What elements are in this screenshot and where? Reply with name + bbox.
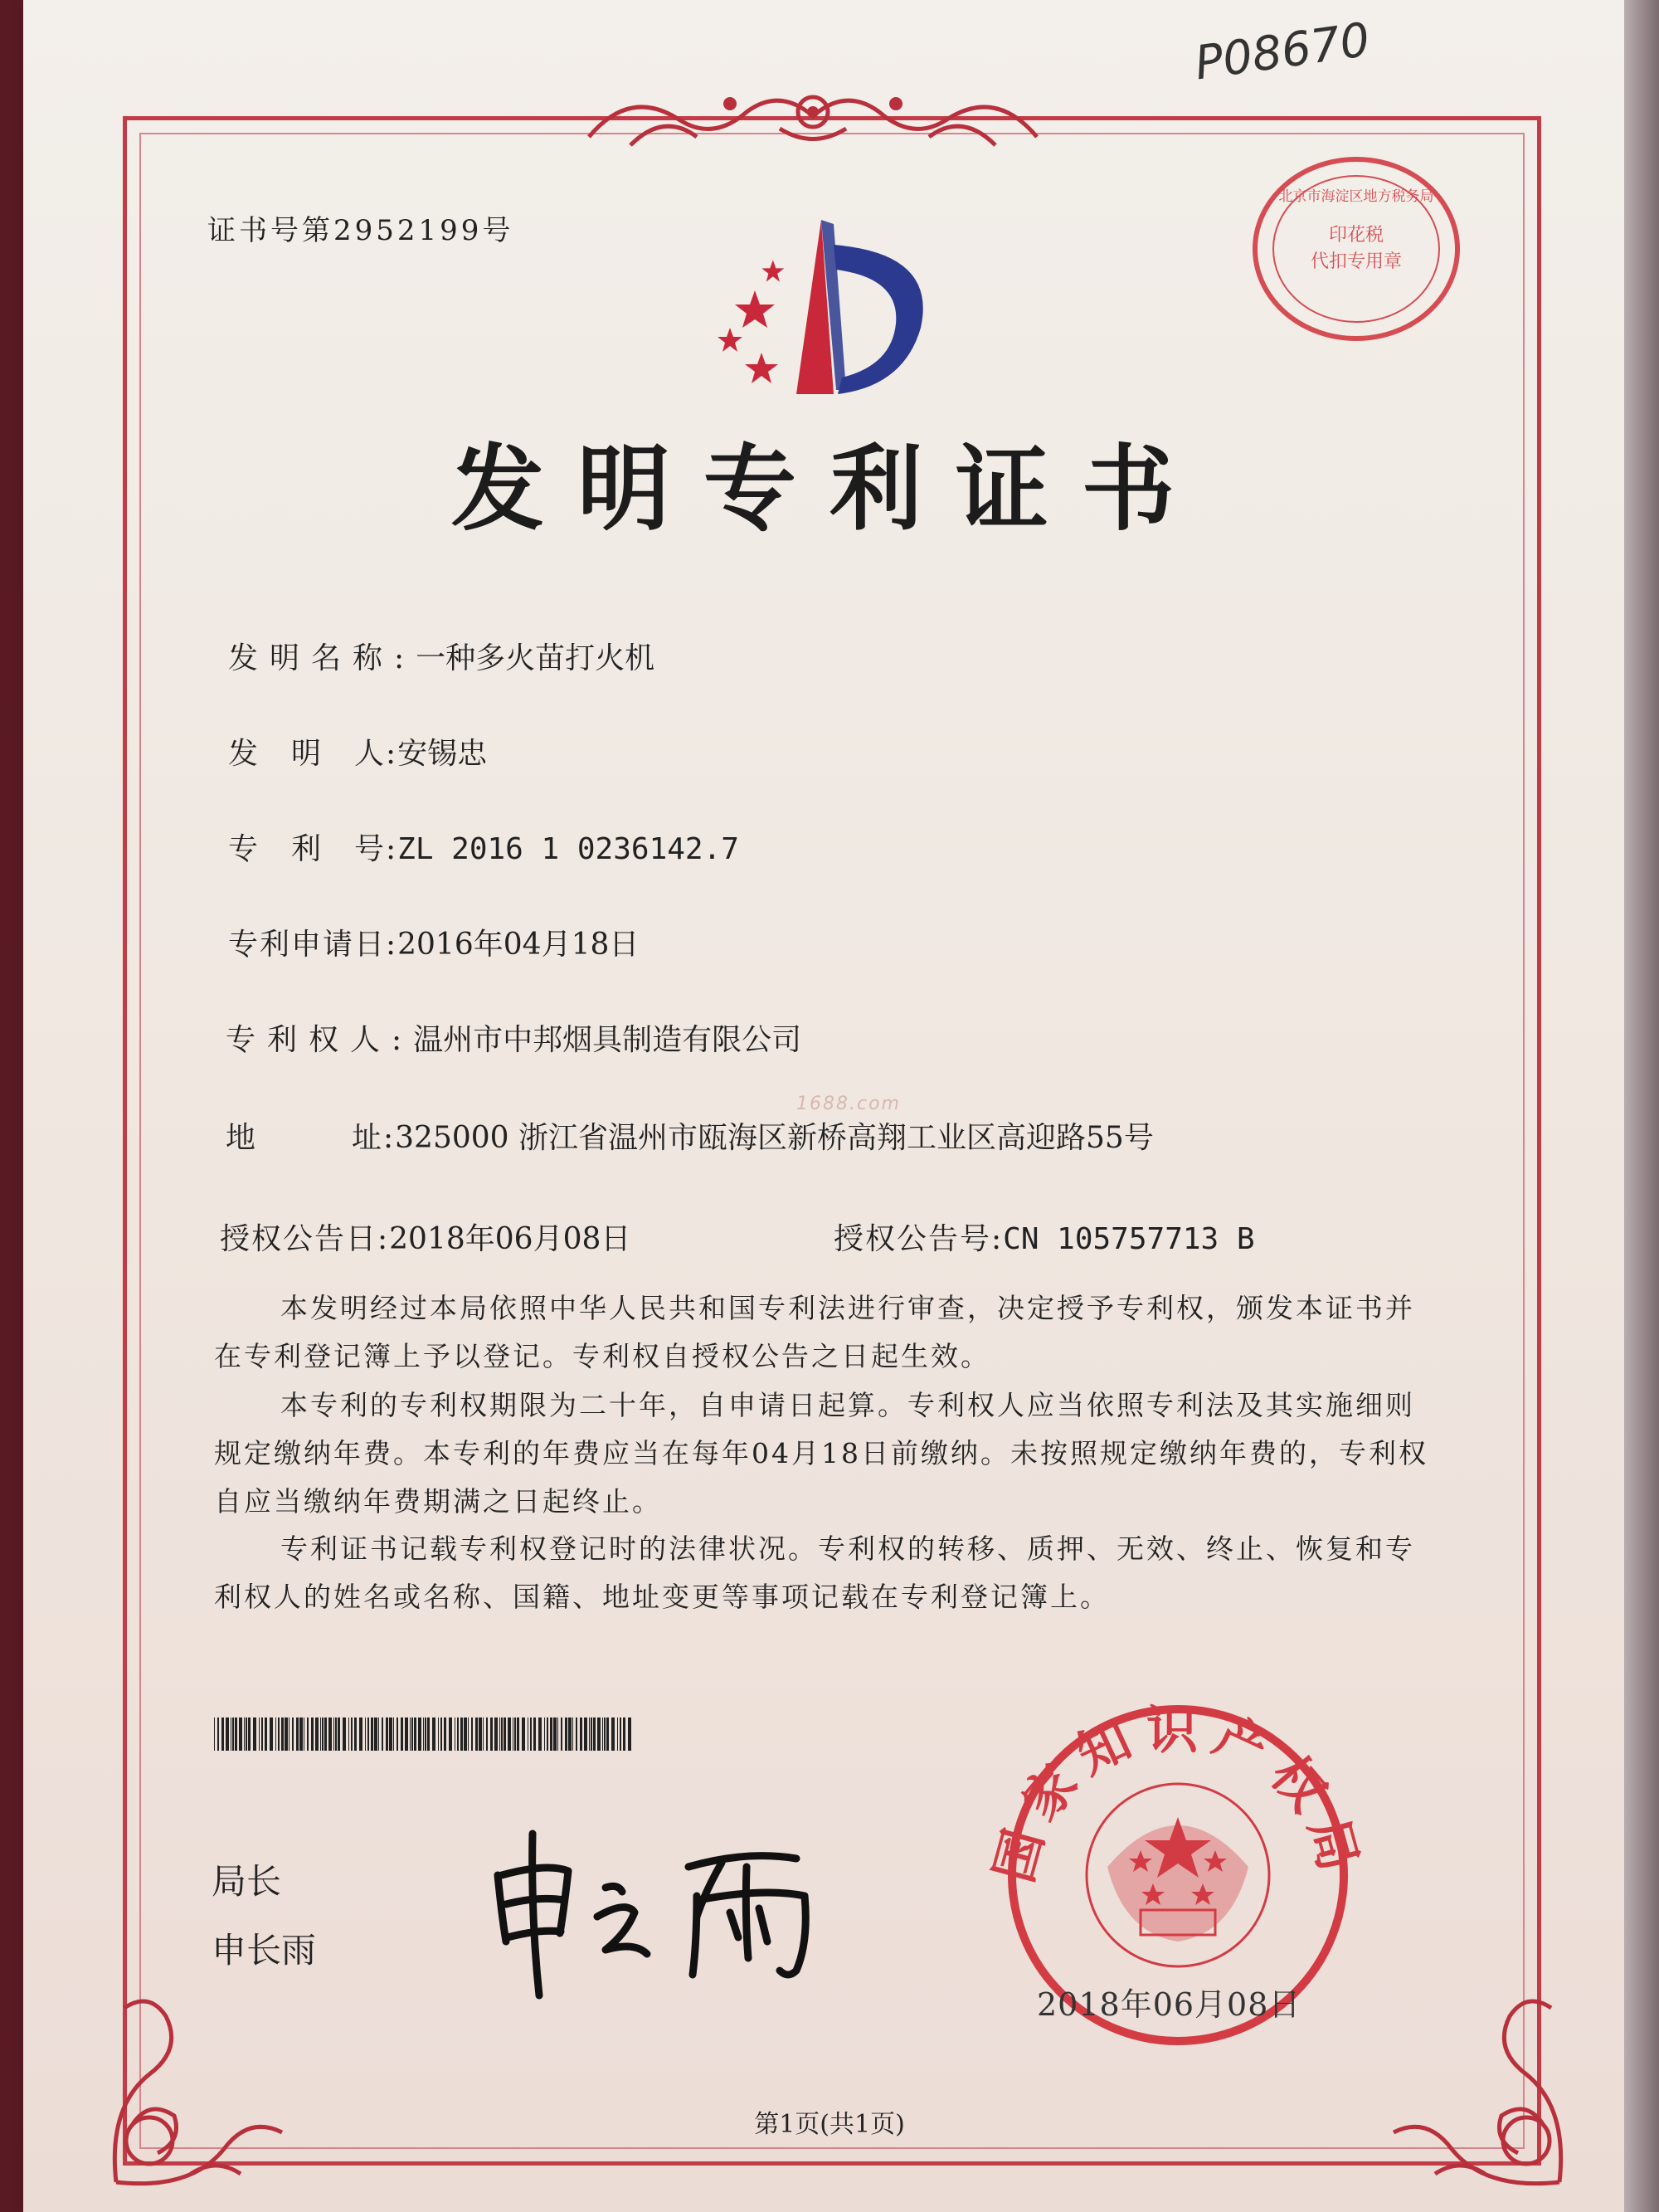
- field-label: 专利权人:: [226, 1023, 414, 1057]
- tax-stamp: [1244, 149, 1468, 348]
- field-value: 温州市中邦烟具制造有限公司: [413, 1023, 802, 1057]
- seal-date: 2018年06月08日: [1037, 1986, 1301, 2023]
- top-ornament: [581, 79, 1045, 153]
- director-name: 申长雨: [212, 1930, 317, 1971]
- field-value: 2018年06月08日: [389, 1222, 631, 1256]
- field-filing-date: [228, 921, 639, 963]
- field-label: 发 明 人:: [228, 737, 398, 771]
- field-value: 325000 浙江省温州市瓯海区新桥高翔工业区高迎路55号: [395, 1121, 1154, 1155]
- field-inventor: [228, 730, 487, 772]
- director-title: 局长: [212, 1861, 282, 1902]
- paragraph-term-statement: 本专利的专利权期限为二十年，自申请日起算。专利权人应当依照专利法及其实施细则规定缴纳年费。本专利的年费应当在每年04月18日前缴纳。未按照规定缴纳年费的，专利权自应当缴纳年费期满之日起终止。: [214, 1389, 1428, 1518]
- watermark: 1688.com: [796, 1094, 901, 1114]
- seal-text: 国家知识产权局: [983, 1699, 1373, 1889]
- field-invention-name: [228, 635, 654, 677]
- field-label: 授权公告日:: [220, 1222, 390, 1256]
- field-patent-number: [228, 826, 739, 868]
- patent-office-logo: [697, 212, 946, 402]
- field-label: 专 利 号:: [228, 832, 398, 866]
- paragraph-legal-status: 专利证书记载专利权登记时的法律状况。专利权的转移、质押、无效、终止、恢复和专利权人的姓名或名称、国籍、地址变更等事项记载在专利登记簿上。: [214, 1532, 1415, 1613]
- certificate-title: 发明专利证书: [451, 435, 1208, 543]
- corner-ornament-bottom-left: [91, 1975, 307, 2199]
- corner-ornament-bottom-right: [1369, 1975, 1584, 2199]
- field-value: ZL 2016 1 0236142.7: [397, 832, 739, 866]
- field-address: [226, 1114, 1154, 1157]
- field-patentee: [226, 1016, 801, 1059]
- certificate-number: 证书号第2952199号: [207, 214, 514, 247]
- svg-text:北京市海淀区地方税务局: 北京市海淀区地方税务局: [1278, 188, 1434, 205]
- director-signature: [481, 1817, 863, 2008]
- field-value: 一种多火苗打火机: [416, 641, 655, 675]
- field-label: 发明名称:: [228, 641, 416, 675]
- cover-edge: [0, 0, 23, 2212]
- field-label: 授权公告号:: [834, 1222, 1004, 1256]
- field-value: 2016年04月18日: [397, 928, 640, 962]
- paragraph-grant-statement: 本发明经过本局依照中华人民共和国专利法进行审查，决定授予专利权，颁发本证书并在专利登记簿上予以登记。专利权自授权公告之日起生效。: [214, 1292, 1415, 1372]
- barcode: [214, 1717, 637, 1751]
- svg-text:代扣专用章: 代扣专用章: [1310, 251, 1403, 272]
- field-grant-date: [220, 1216, 630, 1258]
- svg-text:印花税: 印花税: [1328, 225, 1384, 246]
- field-value: 安锡忠: [397, 737, 488, 771]
- field-value: CN 105757713 B: [1003, 1222, 1255, 1256]
- handwritten-reference: P08670: [1191, 12, 1374, 91]
- page-number: 第1页(共1页): [754, 2110, 905, 2139]
- field-label: 专利申请日:: [228, 928, 398, 962]
- field-label: 地 址:: [226, 1121, 396, 1155]
- field-grant-number: [834, 1216, 1255, 1258]
- page-stack-edge: [1624, 0, 1659, 2212]
